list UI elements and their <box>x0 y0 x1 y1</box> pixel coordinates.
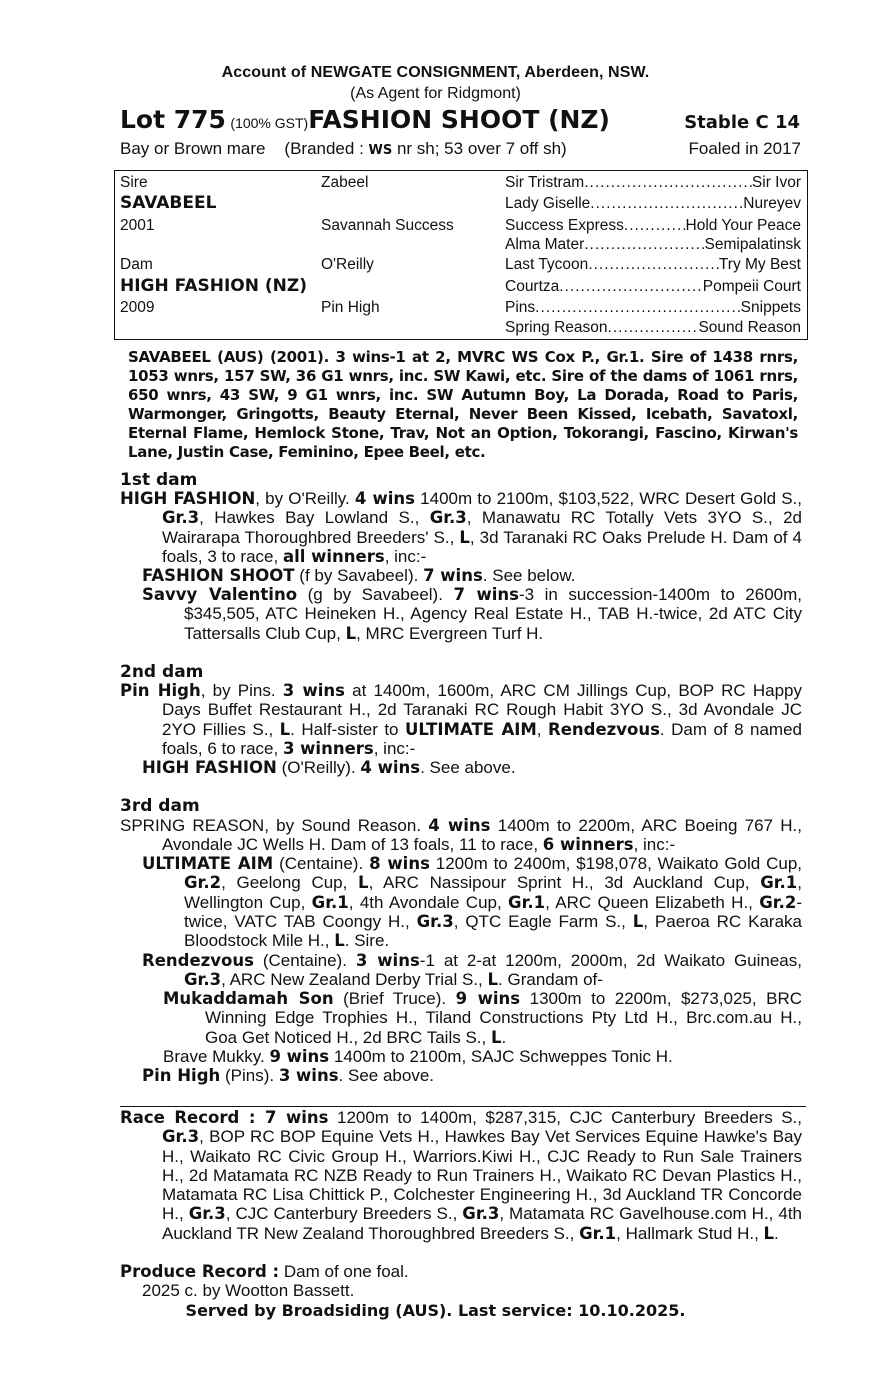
grandparent-row <box>505 319 801 337</box>
served-note: Served by Broadsiding (AUS). Last service: 10.10.2025. <box>185 1301 686 1320</box>
description-line <box>120 139 801 159</box>
third-dam-heading: 3rd dam <box>120 796 200 816</box>
grandparent-row <box>505 174 801 192</box>
third-dam-text: SPRING REASON, by Sound Reason. 4 wins 1400m to 2200m, ARC Boeing 767 H., Avondale JC Wells H. Dam of 13 foals, 11 to race, 6 winners, inc:- <box>120 816 802 855</box>
grandparent-row <box>505 217 801 235</box>
sire-name: SAVABEEL <box>120 193 217 213</box>
grand-offspring: Mukaddamah Son (Brief Truce). 9 wins 1300m to 2200m, $273,025, BRC Winning Edge Trophies H., Tiland Constructions Pty Ltd H., Brc.com.au H., Goa Get Noticed H., 2d BRC Tails S., L. <box>163 989 802 1047</box>
dam-dam: Pin High <box>321 299 380 316</box>
dam-sire: O'Reilly <box>321 256 374 273</box>
gp-left: Pins <box>505 299 536 316</box>
produce-foal: 2025 c. by Wootton Bassett. <box>142 1281 355 1300</box>
gp-left: Lady Giselle <box>505 195 591 212</box>
first-dam-heading: 1st dam <box>120 470 198 490</box>
gp-left: Alma Mater <box>505 236 585 253</box>
first-dam-offspring: Savvy Valentino (g by Savabeel). 7 wins-3 in succession-1400m to 2600m, $345,505, ATC Heineken H., Agency Real Estate H., TAB H.-twice, 2d ATC City Tattersalls Club Cup, L, MRC Evergreen Turf H. <box>142 585 802 643</box>
gp-left: Spring Reason <box>505 319 608 336</box>
race-record: Race Record : 7 wins 1200m to 1400m, $287,315, CJC Canterbury Breeders S., Gr.3, BOP RC BOP Equine Vets H., Hawkes Bay Vet Services Equine Hawke's Bay H., Waikato RC Civic Group H., Warriors.Kiwi H., CJC Ready to Run Sale Trainers H., 2d Matamata RC NZB Ready to Run Trainers H., Waikato RC Devan Plastics H., Matamata RC Lisa Chittick P., Colchester Engineering H., 3d Auckland TR Concorde H., Gr.3, CJC Canterbury Breeders S., Gr.3, Matamata RC Gavelhouse.com H., 4th Auckland TR New Zealand Thoroughbred Breeders S., Gr.1, Hallmark Stud H., L. <box>120 1108 802 1243</box>
grandparent-row <box>505 195 801 213</box>
grandparent-row <box>505 299 801 317</box>
second-dam-text: Pin High, by Pins. 3 wins at 1400m, 1600m, ARC CM Jillings Cup, BOP RC Happy Days Buffet Restaurant H., 2d Taranaki RC Rough Habit 3YO S., 3d Avondale JC 2YO Fillies S., L. Half-sister to ULTIMATE AIM, Rendezvous. Dam of 8 named foals, 6 to race, 3 winners, inc:- <box>120 681 803 758</box>
third-dam-offspring: Pin High (Pins). 3 wins. See above. <box>142 1066 434 1085</box>
sire-dam: Savannah Success <box>321 217 454 234</box>
horse-name: FASHION SHOOT (NZ) <box>308 105 610 134</box>
gp-right: Semipalatinsk <box>704 236 801 253</box>
lot-number: Lot 775 <box>120 105 226 134</box>
gp-right: Sir Ivor <box>751 174 801 191</box>
second-dam-heading: 2nd dam <box>120 662 204 682</box>
brand-mark: WS <box>368 143 393 158</box>
third-dam-offspring: ULTIMATE AIM (Centaine). 8 wins 1200m to 2400m, $198,078, Waikato Gold Cup, Gr.2, Geelong Cup, L, ARC Nassipour Sprint H., 3d Auckland Cup, Gr.1, Wellington Cup, Gr.1, 4th Avondale Cup, Gr.1, ARC Queen Elizabeth H., Gr.2-twice, VATC TAB Coongy H., Gr.3, QTC Eagle Farm S., L, Paeroa RC Karaka Bloodstock Mile H., L. Sire. <box>142 854 802 951</box>
account-line: Account of NEWGATE CONSIGNMENT, Aberdeen, NSW. <box>221 64 650 81</box>
grandparent-row <box>505 256 801 274</box>
gp-right: Snippets <box>740 299 801 316</box>
gp-left: Success Express <box>505 217 624 234</box>
gp-right: Hold Your Peace <box>685 217 801 234</box>
sire-sire: Zabeel <box>321 174 369 191</box>
second-dam-offspring: HIGH FASHION (O'Reilly). 4 wins. See above. <box>142 758 516 777</box>
brand-post: nr sh; 53 over 7 off sh) <box>392 139 567 158</box>
stable-location: Stable C 14 <box>684 112 800 133</box>
pedigree-table <box>114 170 808 340</box>
gp-left: Courtza <box>505 278 560 295</box>
divider <box>120 1106 806 1107</box>
grandparent-row <box>505 278 801 296</box>
dam-label: Dam <box>120 256 153 273</box>
lot-line <box>120 105 810 137</box>
brand-pre: (Branded : <box>284 139 369 158</box>
gp-left: Last Tycoon <box>505 256 589 273</box>
gp-right: Nureyev <box>743 195 801 212</box>
gp-right: Sound Reason <box>698 319 801 336</box>
sire-summary: SAVABEEL (AUS) (2001). 3 wins-1 at 2, MVRC WS Cox P., Gr.1. Sire of 1438 rnrs, 1053 wnrs, 157 SW, 36 G1 wnrs, inc. SW Kawi, etc. Sire of the dams of 1061 rnrs, 650 wnrs, 43 SW, 9 G1 wnrs, inc. SW Autumn Boy, La Dorada, Road to Paris, Warmonger, Gringotts, Beauty Eternal, Never Been Kissed, Icebath, Savatoxl, Eternal Flame, Hemlock Stone, Trav, Not an Option, Tokorangi, Fascino, Kirwan's Lane, Justin Case, Feminino, Epee Beel, etc. <box>128 348 798 461</box>
third-dam-offspring: Rendezvous (Centaine). 3 wins-1 at 2-at 1200m, 2000m, 2d Waikato Guineas, Gr.3, ARC New Zealand Derby Trial S., L. Grandam of- <box>142 951 802 990</box>
first-dam-text: HIGH FASHION, by O'Reilly. 4 wins 1400m to 2100m, $103,522, WRC Desert Gold S., Gr.3, Hawkes Bay Lowland S., Gr.3, Manawatu RC Totally Vets 3YO S., 2d Wairarapa Thoroughbred Breeders' S., L, 3d Taranaki RC Oaks Prelude H. Dam of 4 foals, 3 to race, all winners, inc:- <box>120 489 802 566</box>
sire-label: Sire <box>120 174 148 191</box>
dam-name: HIGH FASHION (NZ) <box>120 276 307 296</box>
horse-description: Bay or Brown mare <box>120 139 266 158</box>
sire-year: 2001 <box>120 217 155 234</box>
gp-right: Try My Best <box>718 256 801 273</box>
gp-right: Pompeii Court <box>702 278 801 295</box>
first-dam-offspring: FASHION SHOOT (f by Savabeel). 7 wins. See below. <box>142 566 576 585</box>
grandparent-row <box>505 236 801 254</box>
gst-note: (100% GST) <box>230 115 309 131</box>
agent-line: (As Agent for Ridgmont) <box>350 85 521 102</box>
foaled-year: Foaled in 2017 <box>688 139 801 158</box>
produce-record: Produce Record : Dam of one foal. <box>120 1262 409 1281</box>
dam-year: 2009 <box>120 299 155 316</box>
gp-left: Sir Tristram <box>505 174 585 191</box>
grand-offspring: Brave Mukky. 9 wins 1400m to 2100m, SAJC Schweppes Tonic H. <box>163 1047 673 1066</box>
